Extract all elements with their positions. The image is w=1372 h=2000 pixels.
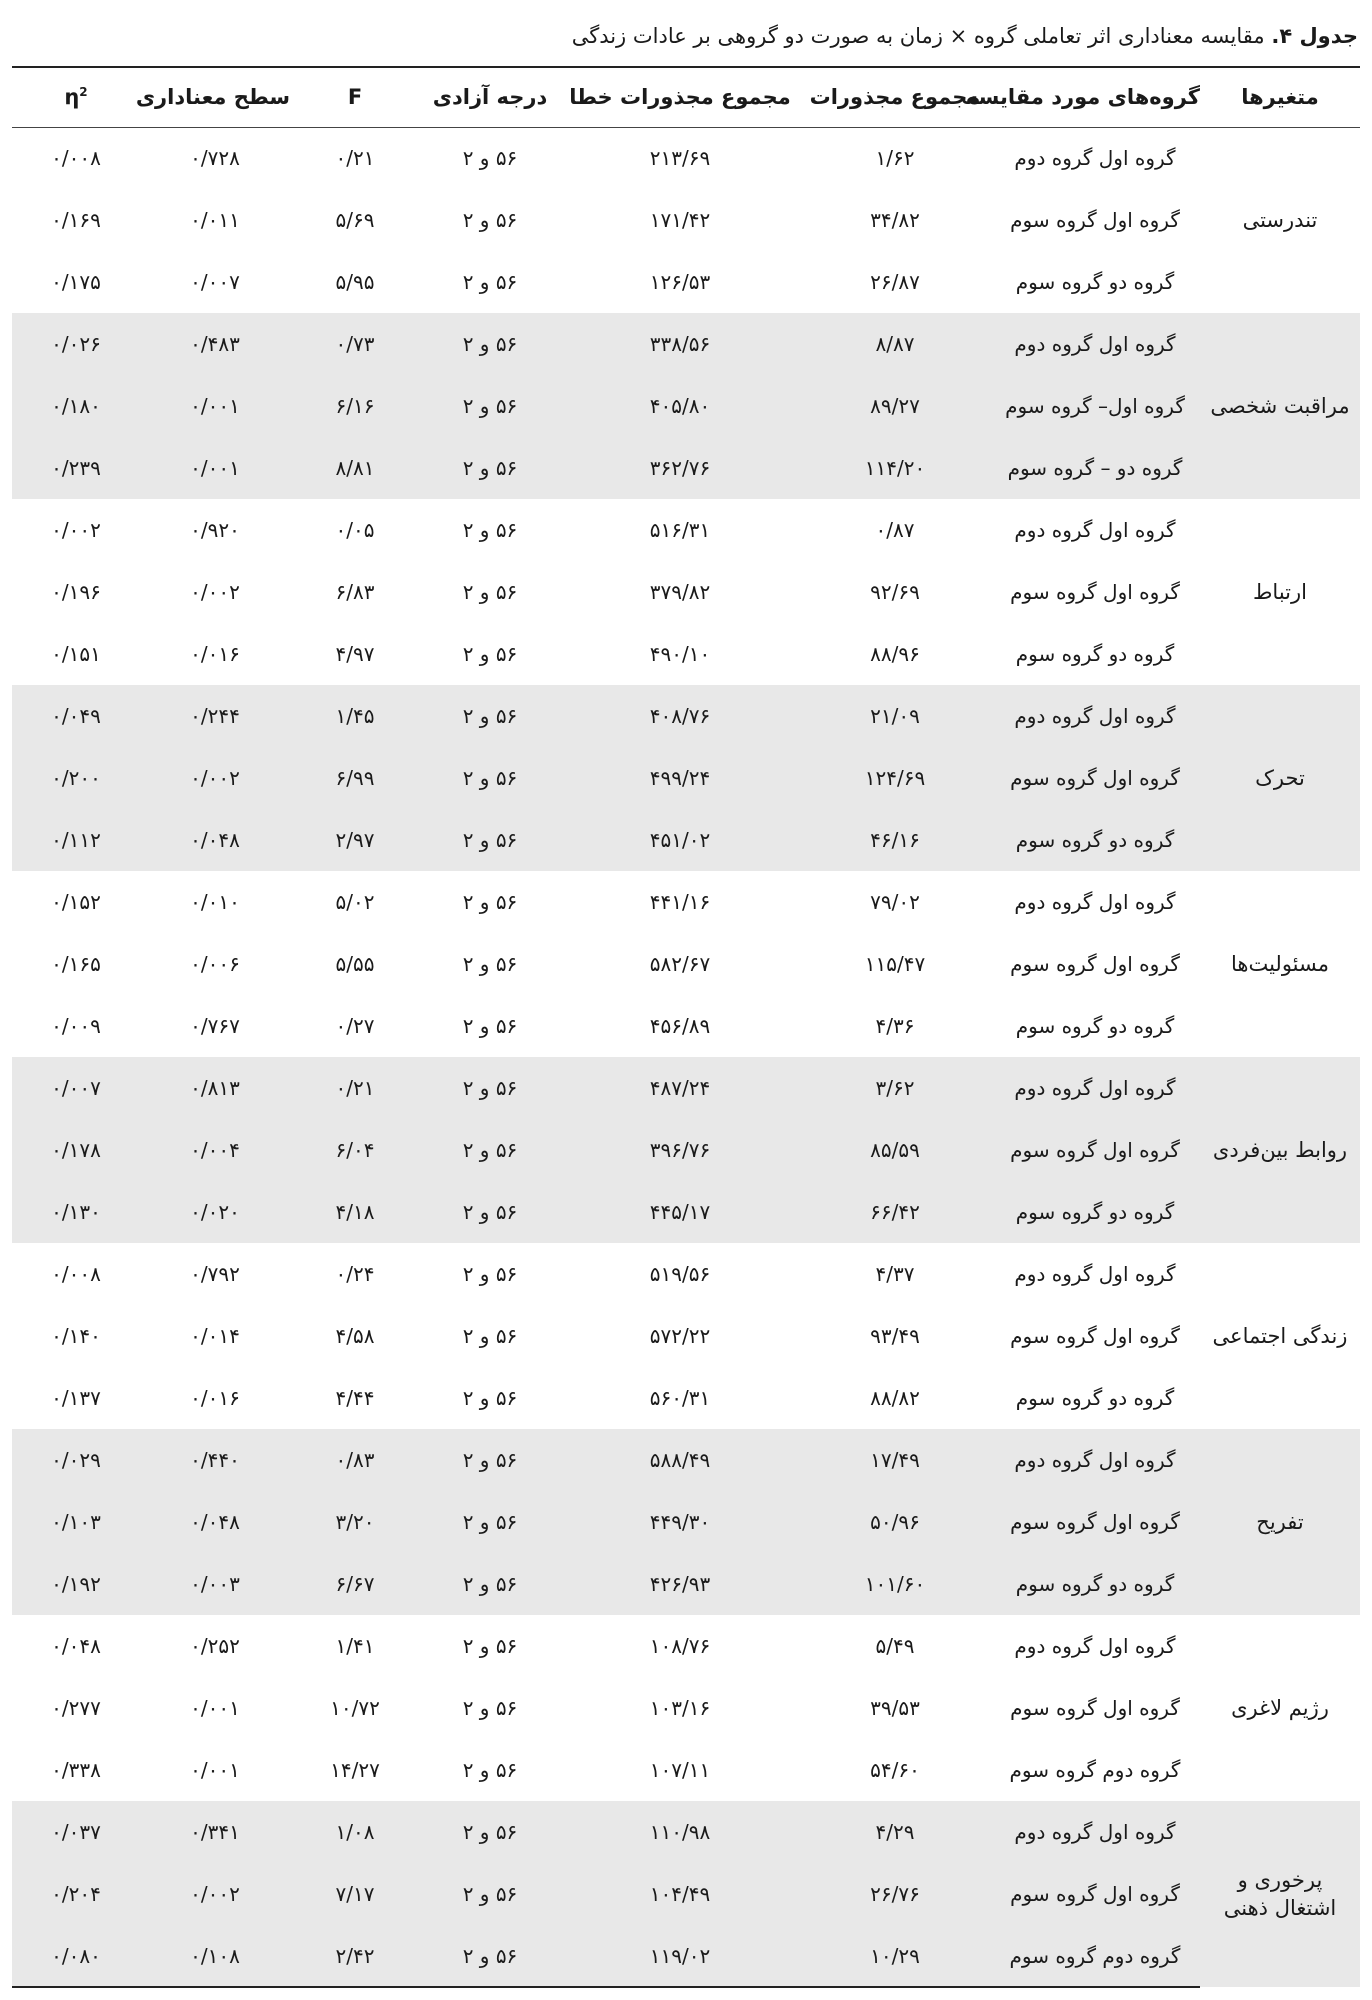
cell-comparison: گروه دو گروه سوم	[1015, 642, 1175, 666]
cell-f: ۰/۲۱	[335, 146, 375, 171]
cell-variable: تفریح	[1200, 1429, 1360, 1615]
cell-eta: ۰/۰۰۲	[51, 518, 101, 542]
cell-ss: ۰/۸۷	[875, 518, 915, 542]
variable-group	[12, 313, 1360, 499]
cell-df: ۵۶ و ۲	[420, 747, 560, 809]
cell-ss-error: ۱۷۱/۴۲	[649, 208, 711, 232]
cell-df: ۵۶ و ۲	[420, 1181, 560, 1243]
cell-f: ۴/۵۸	[335, 1324, 375, 1348]
cell-comparison: گروه اول گروه دوم	[990, 313, 1200, 375]
variable-group	[12, 1429, 1360, 1615]
cell-eta: ۰/۳۳۸	[51, 1758, 101, 1782]
header-eta	[12, 67, 140, 127]
table-row	[12, 809, 1360, 871]
cell-f: ۱/۴۱	[335, 1634, 375, 1658]
variable-group	[12, 1243, 1360, 1429]
cell-variable: مراقبت شخصی	[1200, 313, 1360, 499]
cell-eta: ۰/۰۰۸	[51, 146, 101, 171]
cell-ss-error: ۱۰۳/۱۶	[649, 1696, 711, 1720]
cell-ss: ۱۷/۴۹	[800, 1429, 990, 1491]
table-row	[12, 189, 1360, 251]
table-row	[12, 1801, 1360, 1863]
cell-ss-error: ۴۰۵/۸۰	[560, 375, 800, 437]
cell-df: ۵۶ و ۲	[420, 1925, 560, 1987]
cell-comparison: گروه دو – گروه سوم	[990, 437, 1200, 499]
cell-sig: ۰/۰۴۸	[140, 1491, 290, 1553]
cell-sig: ۰/۰۱۰	[190, 890, 240, 914]
variable-group	[12, 1057, 1360, 1243]
cell-sig: ۰/۰۰۱	[140, 375, 290, 437]
cell-df: ۵۶ و ۲	[462, 518, 518, 542]
cell-f: ۲/۹۷	[290, 809, 420, 871]
cell-eta: ۰/۱۶۵	[51, 952, 101, 976]
cell-df: ۵۶ و ۲	[420, 809, 560, 871]
cell-comparison: گروه اول گروه سوم	[1010, 1324, 1180, 1348]
cell-ss-error: ۵۱۹/۵۶	[649, 1262, 711, 1286]
cell-f: ۵/۰۲	[335, 890, 375, 914]
table-row	[12, 1677, 1360, 1739]
cell-ss: ۵۰/۹۶	[800, 1491, 990, 1553]
cell-eta: ۰/۲۰۴	[12, 1863, 140, 1925]
cell-ss: ۴/۳۶	[875, 1014, 915, 1038]
cell-df: ۵۶ و ۲	[462, 952, 518, 976]
cell-ss: ۱۰۱/۶۰	[800, 1553, 990, 1615]
cell-sig: ۰/۴۴۰	[140, 1429, 290, 1491]
cell-df: ۵۶ و ۲	[462, 890, 518, 914]
cell-comparison: گروه اول گروه دوم	[1014, 146, 1176, 171]
cell-eta: ۰/۰۰۹	[51, 1014, 101, 1038]
table-row	[12, 375, 1360, 437]
cell-sig: ۰/۰۰۴	[140, 1119, 290, 1181]
cell-eta: ۰/۱۰۳	[12, 1491, 140, 1553]
cell-eta: ۰/۲۳۹	[12, 437, 140, 499]
cell-sig: ۰/۷۲۸	[190, 146, 240, 171]
cell-ss-error: ۵۱۶/۳۱	[649, 518, 711, 542]
cell-sig: ۰/۲۵۲	[190, 1634, 240, 1658]
table-row	[12, 499, 1360, 561]
cell-f: ۶/۹۹	[290, 747, 420, 809]
cell-ss-error: ۱۱۹/۰۲	[560, 1925, 800, 1987]
cell-comparison: گروه اول گروه دوم	[990, 685, 1200, 747]
cell-sig: ۰/۰۱۶	[190, 1386, 240, 1410]
cell-df: ۵۶ و ۲	[420, 1429, 560, 1491]
cell-ss: ۸/۸۷	[800, 313, 990, 375]
cell-ss-error: ۴۴۱/۱۶	[649, 890, 711, 914]
header-ss-error: مجموع مجذورات خطا	[560, 67, 800, 127]
cell-sig: ۰/۱۰۸	[140, 1925, 290, 1987]
header-comparison: گروه‌های مورد مقایسه	[990, 67, 1200, 127]
variable-group	[12, 1615, 1360, 1801]
cell-comparison: گروه اول گروه سوم	[1010, 1696, 1180, 1720]
cell-eta: ۰/۱۳۰	[12, 1181, 140, 1243]
cell-ss-error: ۳۳۸/۵۶	[560, 313, 800, 375]
header-row	[12, 67, 1360, 127]
cell-variable: تحرک	[1200, 685, 1360, 871]
cell-sig: ۰/۷۹۲	[190, 1262, 240, 1286]
cell-f: ۷/۱۷	[290, 1863, 420, 1925]
cell-sig: ۰/۰۲۰	[140, 1181, 290, 1243]
cell-comparison: گروه اول گروه سوم	[990, 1491, 1200, 1553]
cell-ss: ۳۴/۸۲	[870, 208, 920, 232]
table-row	[12, 685, 1360, 747]
variable-group	[12, 685, 1360, 871]
table-row	[12, 1553, 1360, 1615]
cell-sig: ۰/۹۲۰	[190, 518, 240, 542]
cell-variable: پرخوری و اشتغال ذهنی	[1200, 1801, 1360, 1987]
cell-f: ۶/۸۳	[335, 580, 375, 604]
cell-ss: ۲۶/۸۷	[870, 270, 920, 294]
table-row	[12, 1367, 1360, 1429]
cell-f: ۴/۴۴	[335, 1386, 375, 1410]
cell-df: ۵۶ و ۲	[462, 642, 518, 666]
table-row	[12, 313, 1360, 375]
cell-f: ۰/۲۴	[335, 1262, 375, 1286]
cell-ss: ۳۹/۵۳	[870, 1696, 920, 1720]
cell-ss-error: ۴۸۷/۲۴	[560, 1057, 800, 1119]
table-row	[12, 1243, 1360, 1305]
cell-sig: ۰/۰۱۱	[190, 208, 240, 232]
cell-ss: ۸۸/۹۶	[870, 642, 920, 666]
table-caption	[14, 14, 1358, 58]
cell-sig: ۰/۰۰۱	[140, 437, 290, 499]
cell-eta: ۰/۱۴۰	[51, 1324, 101, 1348]
cell-sig: ۰/۷۶۷	[190, 1014, 240, 1038]
cell-ss-error: ۴۵۱/۰۲	[560, 809, 800, 871]
header-sig: سطح معناداری	[140, 67, 290, 127]
cell-ss-error: ۴۴۵/۱۷	[560, 1181, 800, 1243]
cell-ss-error: ۴۰۸/۷۶	[560, 685, 800, 747]
cell-eta: ۰/۱۷۸	[12, 1119, 140, 1181]
cell-df: ۵۶ و ۲	[420, 1491, 560, 1553]
cell-variable: ارتباط	[1253, 579, 1307, 604]
cell-f: ۵/۵۵	[335, 952, 375, 976]
cell-comparison: گروه دو گروه سوم	[990, 1181, 1200, 1243]
cell-eta: ۰/۱۳۷	[51, 1386, 101, 1410]
cell-eta: ۰/۱۵۱	[51, 642, 101, 666]
table-row	[12, 747, 1360, 809]
cell-comparison: گروه دو گروه سوم	[990, 1553, 1200, 1615]
cell-eta: ۰/۰۲۹	[12, 1429, 140, 1491]
cell-ss: ۹۲/۶۹	[870, 580, 920, 604]
cell-comparison: گروه اول گروه دوم	[990, 1429, 1200, 1491]
cell-sig: ۰/۰۴۸	[140, 809, 290, 871]
cell-ss: ۴۶/۱۶	[800, 809, 990, 871]
caption-text: مقایسه معناداری اثر تعاملی گروه × زمان به صورت دو گروهی بر عادات زندگی	[571, 24, 1272, 48]
cell-ss-error: ۴۲۶/۹۳	[560, 1553, 800, 1615]
cell-comparison: گروه اول گروه دوم	[1014, 1262, 1176, 1286]
cell-eta: ۰/۰۰۷	[12, 1057, 140, 1119]
cell-eta: ۰/۱۶۹	[51, 208, 101, 232]
cell-comparison: گروه اول– گروه سوم	[990, 375, 1200, 437]
cell-comparison: گروه اول گروه سوم	[1010, 952, 1180, 976]
cell-ss-error: ۲۱۳/۶۹	[649, 146, 711, 171]
header-variables: متغیرها	[1200, 67, 1360, 127]
cell-f: ۱۰/۷۲	[330, 1696, 380, 1720]
cell-ss: ۱۱۴/۲۰	[800, 437, 990, 499]
cell-df: ۵۶ و ۲	[462, 270, 518, 294]
cell-comparison: گروه دو گروه سوم	[1015, 1014, 1175, 1038]
cell-eta: ۰/۱۵۲	[51, 890, 101, 914]
cell-f: ۱۴/۲۷	[330, 1758, 380, 1782]
cell-f: ۰/۷۳	[290, 313, 420, 375]
cell-ss-error: ۱۰۴/۴۹	[560, 1863, 800, 1925]
cell-variable: زندگی اجتماعی	[1212, 1323, 1348, 1348]
cell-df: ۵۶ و ۲	[462, 1758, 518, 1782]
cell-f: ۶/۶۷	[290, 1553, 420, 1615]
data-table	[12, 66, 1360, 1988]
table-row	[12, 623, 1360, 685]
cell-comparison: گروه دو گروه سوم	[1015, 1386, 1175, 1410]
cell-ss-error: ۳۹۶/۷۶	[560, 1119, 800, 1181]
table-row	[12, 1119, 1360, 1181]
cell-ss: ۴/۲۹	[800, 1801, 990, 1863]
cell-comparison: گروه اول گروه دوم	[990, 1801, 1200, 1863]
cell-eta: ۰/۰۰۸	[51, 1262, 101, 1286]
cell-ss-error: ۴۵۶/۸۹	[649, 1014, 711, 1038]
cell-df: ۵۶ و ۲	[420, 375, 560, 437]
cell-ss-error: ۵۸۸/۴۹	[560, 1429, 800, 1491]
cell-ss: ۸۹/۲۷	[800, 375, 990, 437]
cell-eta: ۰/۰۳۷	[12, 1801, 140, 1863]
cell-eta: ۰/۰۸۰	[12, 1925, 140, 1987]
cell-ss-error: ۴۹۰/۱۰	[649, 642, 711, 666]
table-row	[12, 1739, 1360, 1801]
cell-ss: ۱/۶۲	[875, 146, 915, 171]
cell-df: ۵۶ و ۲	[462, 1696, 518, 1720]
cell-df: ۵۶ و ۲	[462, 208, 518, 232]
cell-ss: ۶۶/۴۲	[800, 1181, 990, 1243]
cell-sig: ۰/۰۰۲	[140, 747, 290, 809]
cell-sig: ۰/۲۴۴	[140, 685, 290, 747]
cell-sig: ۰/۳۴۱	[140, 1801, 290, 1863]
cell-ss: ۸۸/۸۲	[870, 1386, 920, 1410]
table-row	[12, 1057, 1360, 1119]
header-df: درجه آزادی	[420, 67, 560, 127]
cell-comparison: گروه اول گروه سوم	[990, 747, 1200, 809]
variable-group	[12, 1801, 1360, 1987]
cell-ss: ۵۴/۶۰	[870, 1758, 920, 1782]
cell-eta: ۰/۰۴۹	[12, 685, 140, 747]
variable-group	[12, 499, 1360, 685]
cell-df: ۵۶ و ۲	[462, 580, 518, 604]
cell-eta: ۰/۱۹۲	[12, 1553, 140, 1615]
cell-ss: ۸۵/۵۹	[800, 1119, 990, 1181]
cell-df: ۵۶ و ۲	[462, 1262, 518, 1286]
cell-sig: ۰/۰۰۶	[190, 952, 240, 976]
cell-f: ۰/۸۳	[290, 1429, 420, 1491]
cell-ss-error: ۳۶۲/۷۶	[560, 437, 800, 499]
cell-ss: ۴/۳۷	[875, 1262, 915, 1286]
cell-sig: ۰/۴۸۳	[140, 313, 290, 375]
header-f: F	[290, 67, 420, 127]
cell-ss-error: ۴۹۹/۲۴	[560, 747, 800, 809]
cell-sig: ۰/۰۰۷	[190, 270, 240, 294]
table-row	[12, 1615, 1360, 1677]
cell-ss: ۲۶/۷۶	[800, 1863, 990, 1925]
cell-ss: ۹۳/۴۹	[870, 1324, 920, 1348]
cell-eta: ۰/۰۲۶	[12, 313, 140, 375]
variable-group	[12, 127, 1360, 313]
cell-df: ۵۶ و ۲	[462, 1324, 518, 1348]
cell-df: ۵۶ و ۲	[420, 1057, 560, 1119]
table-row	[12, 871, 1360, 933]
cell-df: ۵۶ و ۲	[462, 1386, 518, 1410]
table-row	[12, 1429, 1360, 1491]
cell-eta: ۰/۱۷۵	[51, 270, 101, 294]
cell-comparison: گروه اول گروه دوم	[1014, 1634, 1176, 1658]
cell-ss: ۳/۶۲	[800, 1057, 990, 1119]
cell-variable: مسئولیت‌ها	[1231, 951, 1329, 976]
caption-label: جدول ۴.	[1271, 24, 1358, 48]
cell-comparison: گروه دوم گروه سوم	[990, 1925, 1200, 1987]
cell-comparison: گروه اول گروه سوم	[1010, 208, 1180, 232]
cell-f: ۴/۹۷	[335, 642, 375, 666]
cell-comparison: گروه دوم گروه سوم	[1009, 1758, 1181, 1782]
table-row	[12, 1305, 1360, 1367]
cell-df: ۵۶ و ۲	[420, 1553, 560, 1615]
cell-comparison: گروه دو گروه سوم	[1015, 270, 1175, 294]
cell-variable: روابط بین‌فردی	[1200, 1057, 1360, 1243]
cell-ss-error: ۱۱۰/۹۸	[560, 1801, 800, 1863]
table-row	[12, 561, 1360, 623]
cell-comparison: گروه اول گروه دوم	[1014, 518, 1176, 542]
cell-variable: تندرستی	[1242, 208, 1318, 233]
cell-comparison: گروه اول گروه سوم	[990, 1863, 1200, 1925]
table-row	[12, 251, 1360, 313]
cell-f: ۶/۰۴	[290, 1119, 420, 1181]
cell-df: ۵۶ و ۲	[420, 313, 560, 375]
cell-df: ۵۶ و ۲	[420, 1863, 560, 1925]
cell-ss-error: ۵۸۲/۶۷	[649, 952, 711, 976]
cell-df: ۵۶ و ۲	[462, 146, 518, 171]
cell-df: ۵۶ و ۲	[420, 685, 560, 747]
table-row	[12, 1925, 1360, 1987]
cell-df: ۵۶ و ۲	[462, 1634, 518, 1658]
cell-f: ۰/۲۱	[290, 1057, 420, 1119]
cell-comparison: گروه اول گروه دوم	[990, 1057, 1200, 1119]
cell-sig: ۰/۰۱۶	[190, 642, 240, 666]
cell-sig: ۰/۰۰۳	[140, 1553, 290, 1615]
cell-f: ۲/۴۲	[290, 1925, 420, 1987]
table-row	[12, 995, 1360, 1057]
cell-ss-error: ۱۰۸/۷۶	[649, 1634, 711, 1658]
cell-f: ۸/۸۱	[290, 437, 420, 499]
cell-eta: ۰/۰۴۸	[51, 1634, 101, 1658]
cell-f: ۴/۱۸	[290, 1181, 420, 1243]
cell-eta: ۰/۲۷۷	[51, 1696, 101, 1720]
cell-ss: ۱۲۴/۶۹	[800, 747, 990, 809]
cell-f: ۵/۶۹	[335, 208, 375, 232]
cell-variable: رژیم لاغری	[1231, 1695, 1329, 1720]
cell-eta: ۰/۱۸۰	[12, 375, 140, 437]
cell-comparison: گروه اول گروه سوم	[990, 1119, 1200, 1181]
cell-ss: ۷۹/۰۲	[870, 890, 920, 914]
header-eta-superscript: 2	[79, 85, 88, 100]
cell-df: ۵۶ و ۲	[462, 1014, 518, 1038]
table-row	[12, 1181, 1360, 1243]
cell-sig: ۰/۰۱۴	[190, 1324, 240, 1348]
cell-ss-error: ۱۰۷/۱۱	[649, 1758, 711, 1782]
table-header	[12, 67, 1360, 127]
cell-sig: ۰/۰۰۲	[140, 1863, 290, 1925]
cell-sig: ۰/۰۰۲	[190, 580, 240, 604]
cell-f: ۰/۲۷	[335, 1014, 375, 1038]
table-row	[12, 933, 1360, 995]
cell-comparison: گروه اول گروه دوم	[1014, 890, 1176, 914]
cell-f: ۳/۲۰	[290, 1491, 420, 1553]
cell-f: ۱/۴۵	[290, 685, 420, 747]
table-row	[12, 437, 1360, 499]
header-ss: مجموع مجذورات	[800, 67, 990, 127]
cell-ss-error: ۴۴۹/۳۰	[560, 1491, 800, 1553]
variable-group	[12, 871, 1360, 1057]
cell-comparison: گروه دو گروه سوم	[990, 809, 1200, 871]
cell-ss: ۲۱/۰۹	[800, 685, 990, 747]
cell-df: ۵۶ و ۲	[420, 437, 560, 499]
cell-eta: ۰/۲۰۰	[12, 747, 140, 809]
cell-ss-error: ۵۷۲/۲۲	[649, 1324, 711, 1348]
cell-f: ۱/۰۸	[290, 1801, 420, 1863]
cell-df: ۵۶ و ۲	[420, 1119, 560, 1181]
cell-sig: ۰/۸۱۳	[140, 1057, 290, 1119]
cell-ss: ۱۱۵/۴۷	[864, 952, 926, 976]
cell-comparison: گروه اول گروه سوم	[1010, 580, 1180, 604]
cell-eta: ۰/۱۹۶	[51, 580, 101, 604]
cell-sig: ۰/۰۰۱	[190, 1696, 240, 1720]
cell-ss-error: ۱۲۶/۵۳	[649, 270, 711, 294]
cell-ss-error: ۳۷۹/۸۲	[649, 580, 711, 604]
header-eta-symbol: η	[64, 85, 80, 110]
cell-f: ۵/۹۵	[335, 270, 375, 294]
cell-ss: ۵/۴۹	[875, 1634, 915, 1658]
table-row	[12, 1863, 1360, 1925]
cell-sig: ۰/۰۰۱	[190, 1758, 240, 1782]
table-row	[12, 1491, 1360, 1553]
cell-df: ۵۶ و ۲	[420, 1801, 560, 1863]
table-row	[12, 127, 1360, 189]
cell-ss-error: ۵۶۰/۳۱	[649, 1386, 711, 1410]
cell-f: ۰/۰۵	[335, 518, 375, 542]
cell-f: ۶/۱۶	[290, 375, 420, 437]
cell-ss: ۱۰/۲۹	[800, 1925, 990, 1987]
cell-eta: ۰/۱۱۲	[12, 809, 140, 871]
